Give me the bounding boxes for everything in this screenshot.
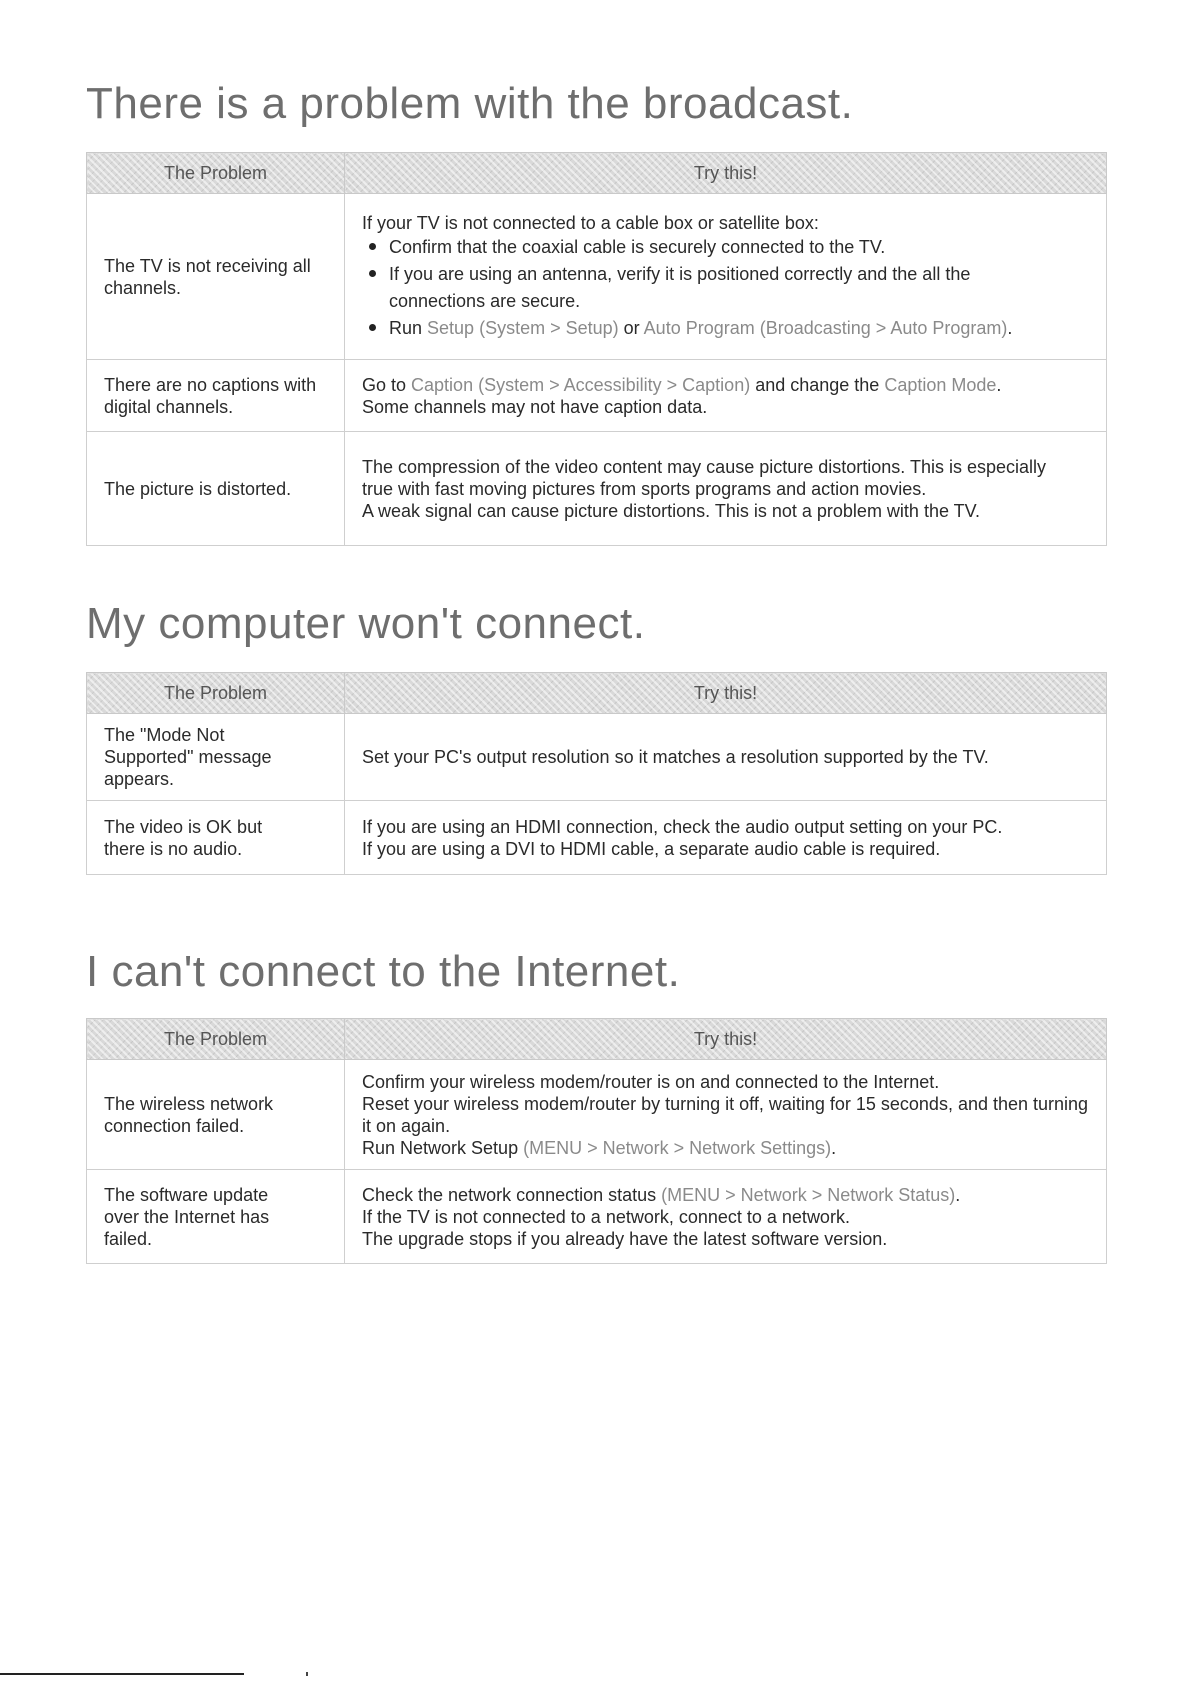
menu-path: Auto Program	[643, 317, 755, 338]
list-item	[362, 315, 1090, 342]
menu-path: Caption Mode	[884, 374, 997, 395]
table-row	[87, 194, 1107, 360]
solution-line	[362, 1184, 1090, 1206]
table-header-row	[87, 153, 1107, 194]
text-run: and change the	[750, 374, 885, 395]
header-try-this: Try this!	[345, 1019, 1107, 1060]
solution-intro: If your TV is not connected to a cable box or satellite box:	[362, 212, 819, 233]
solution-line: If you are using a DVI to HDMI cable, a separate audio cable is required.	[362, 838, 941, 859]
table-row	[87, 1170, 1107, 1264]
menu-path: Caption	[411, 374, 474, 395]
table-row	[87, 714, 1107, 801]
problem-cell: The picture is distorted.	[87, 432, 345, 546]
text-run: Run	[389, 317, 428, 338]
text-run: Go to	[362, 374, 412, 395]
problem-cell: The software update over the Internet has failed.	[87, 1170, 345, 1264]
footer-rule	[0, 1673, 244, 1675]
solution-cell	[345, 194, 1107, 360]
problem-cell: The "Mode Not Supported" message appears.	[87, 714, 345, 801]
menu-path: (System > Accessibility > Caption)	[478, 374, 751, 395]
solution-cell: Set your PC's output resolution so it matches a resolution supported by the TV.	[345, 714, 1107, 801]
header-problem: The Problem	[87, 673, 345, 714]
text-run: Check the network connection status	[362, 1184, 662, 1205]
solution-cell	[345, 801, 1107, 875]
table-header-row	[87, 673, 1107, 714]
section-broadcast	[86, 72, 1106, 546]
solution-line: If you are using an HDMI connection, check the audio output setting on your PC.	[362, 816, 1003, 837]
solution-list	[362, 234, 1090, 342]
table-row	[87, 801, 1107, 875]
problem-cell: The wireless network connection failed.	[87, 1060, 345, 1170]
text-run: or	[618, 317, 644, 338]
solution-line	[362, 1137, 1090, 1159]
menu-path: (Broadcasting > Auto Program)	[759, 317, 1008, 338]
footer-mark	[306, 1672, 308, 1676]
section-internet	[86, 940, 1106, 1264]
table-row	[87, 432, 1107, 546]
header-try-this: Try this!	[345, 153, 1107, 194]
solution-cell	[345, 1060, 1107, 1170]
list-item: Confirm that the coaxial cable is securely connected to the TV.	[362, 234, 1090, 261]
troubleshooting-table	[86, 672, 1107, 875]
list-item: If you are using an antenna, verify it is positioned correctly and the all the connections are secure.	[362, 261, 1090, 315]
section-title: My computer won't connect.	[86, 599, 646, 648]
solution-cell	[345, 360, 1107, 432]
solution-paragraph: A weak signal can cause picture distortions. This is not a problem with the TV.	[362, 500, 980, 521]
problem-cell: The TV is not receiving all channels.	[87, 194, 345, 360]
menu-path: (MENU > Network > Network Settings)	[523, 1137, 832, 1158]
section-title: I can't connect to the Internet.	[86, 947, 681, 996]
text-run: .	[996, 374, 1002, 395]
header-problem: The Problem	[87, 1019, 345, 1060]
menu-path: (MENU > Network > Network Status)	[661, 1184, 956, 1205]
problem-cell: There are no captions with digital channels.	[87, 360, 345, 432]
solution-line: Some channels may not have caption data.	[362, 396, 708, 417]
solution-paragraph: The compression of the video content may cause picture distortions. This is especially true with fast moving pictures from sports programs and action movies.	[362, 456, 1046, 499]
table-header-row	[87, 1019, 1107, 1060]
troubleshooting-table	[86, 1018, 1107, 1264]
solution-line: The upgrade stops if you already have the latest software version.	[362, 1228, 888, 1249]
solution-line: Reset your wireless modem/router by turning it off, waiting for 15 seconds, and then turning it on again.	[362, 1093, 1089, 1136]
header-try-this: Try this!	[345, 673, 1107, 714]
text-run: .	[831, 1137, 837, 1158]
solution-line	[362, 374, 1090, 396]
solution-cell	[345, 1170, 1107, 1264]
menu-path: (System > Setup)	[479, 317, 619, 338]
problem-cell: The video is OK but there is no audio.	[87, 801, 345, 875]
table-row	[87, 360, 1107, 432]
section-title: There is a problem with the broadcast.	[86, 79, 854, 128]
solution-line: Confirm your wireless modem/router is on and connected to the Internet.	[362, 1071, 940, 1092]
solution-line: If the TV is not connected to a network, connect to a network.	[362, 1206, 850, 1227]
menu-path: Setup	[427, 317, 475, 338]
troubleshooting-table	[86, 152, 1107, 546]
text-run: .	[955, 1184, 961, 1205]
text-run: Run Network Setup	[362, 1137, 524, 1158]
text-run: .	[1007, 317, 1013, 338]
table-row	[87, 1060, 1107, 1170]
section-computer	[86, 592, 1106, 875]
header-problem: The Problem	[87, 153, 345, 194]
solution-cell	[345, 432, 1107, 546]
